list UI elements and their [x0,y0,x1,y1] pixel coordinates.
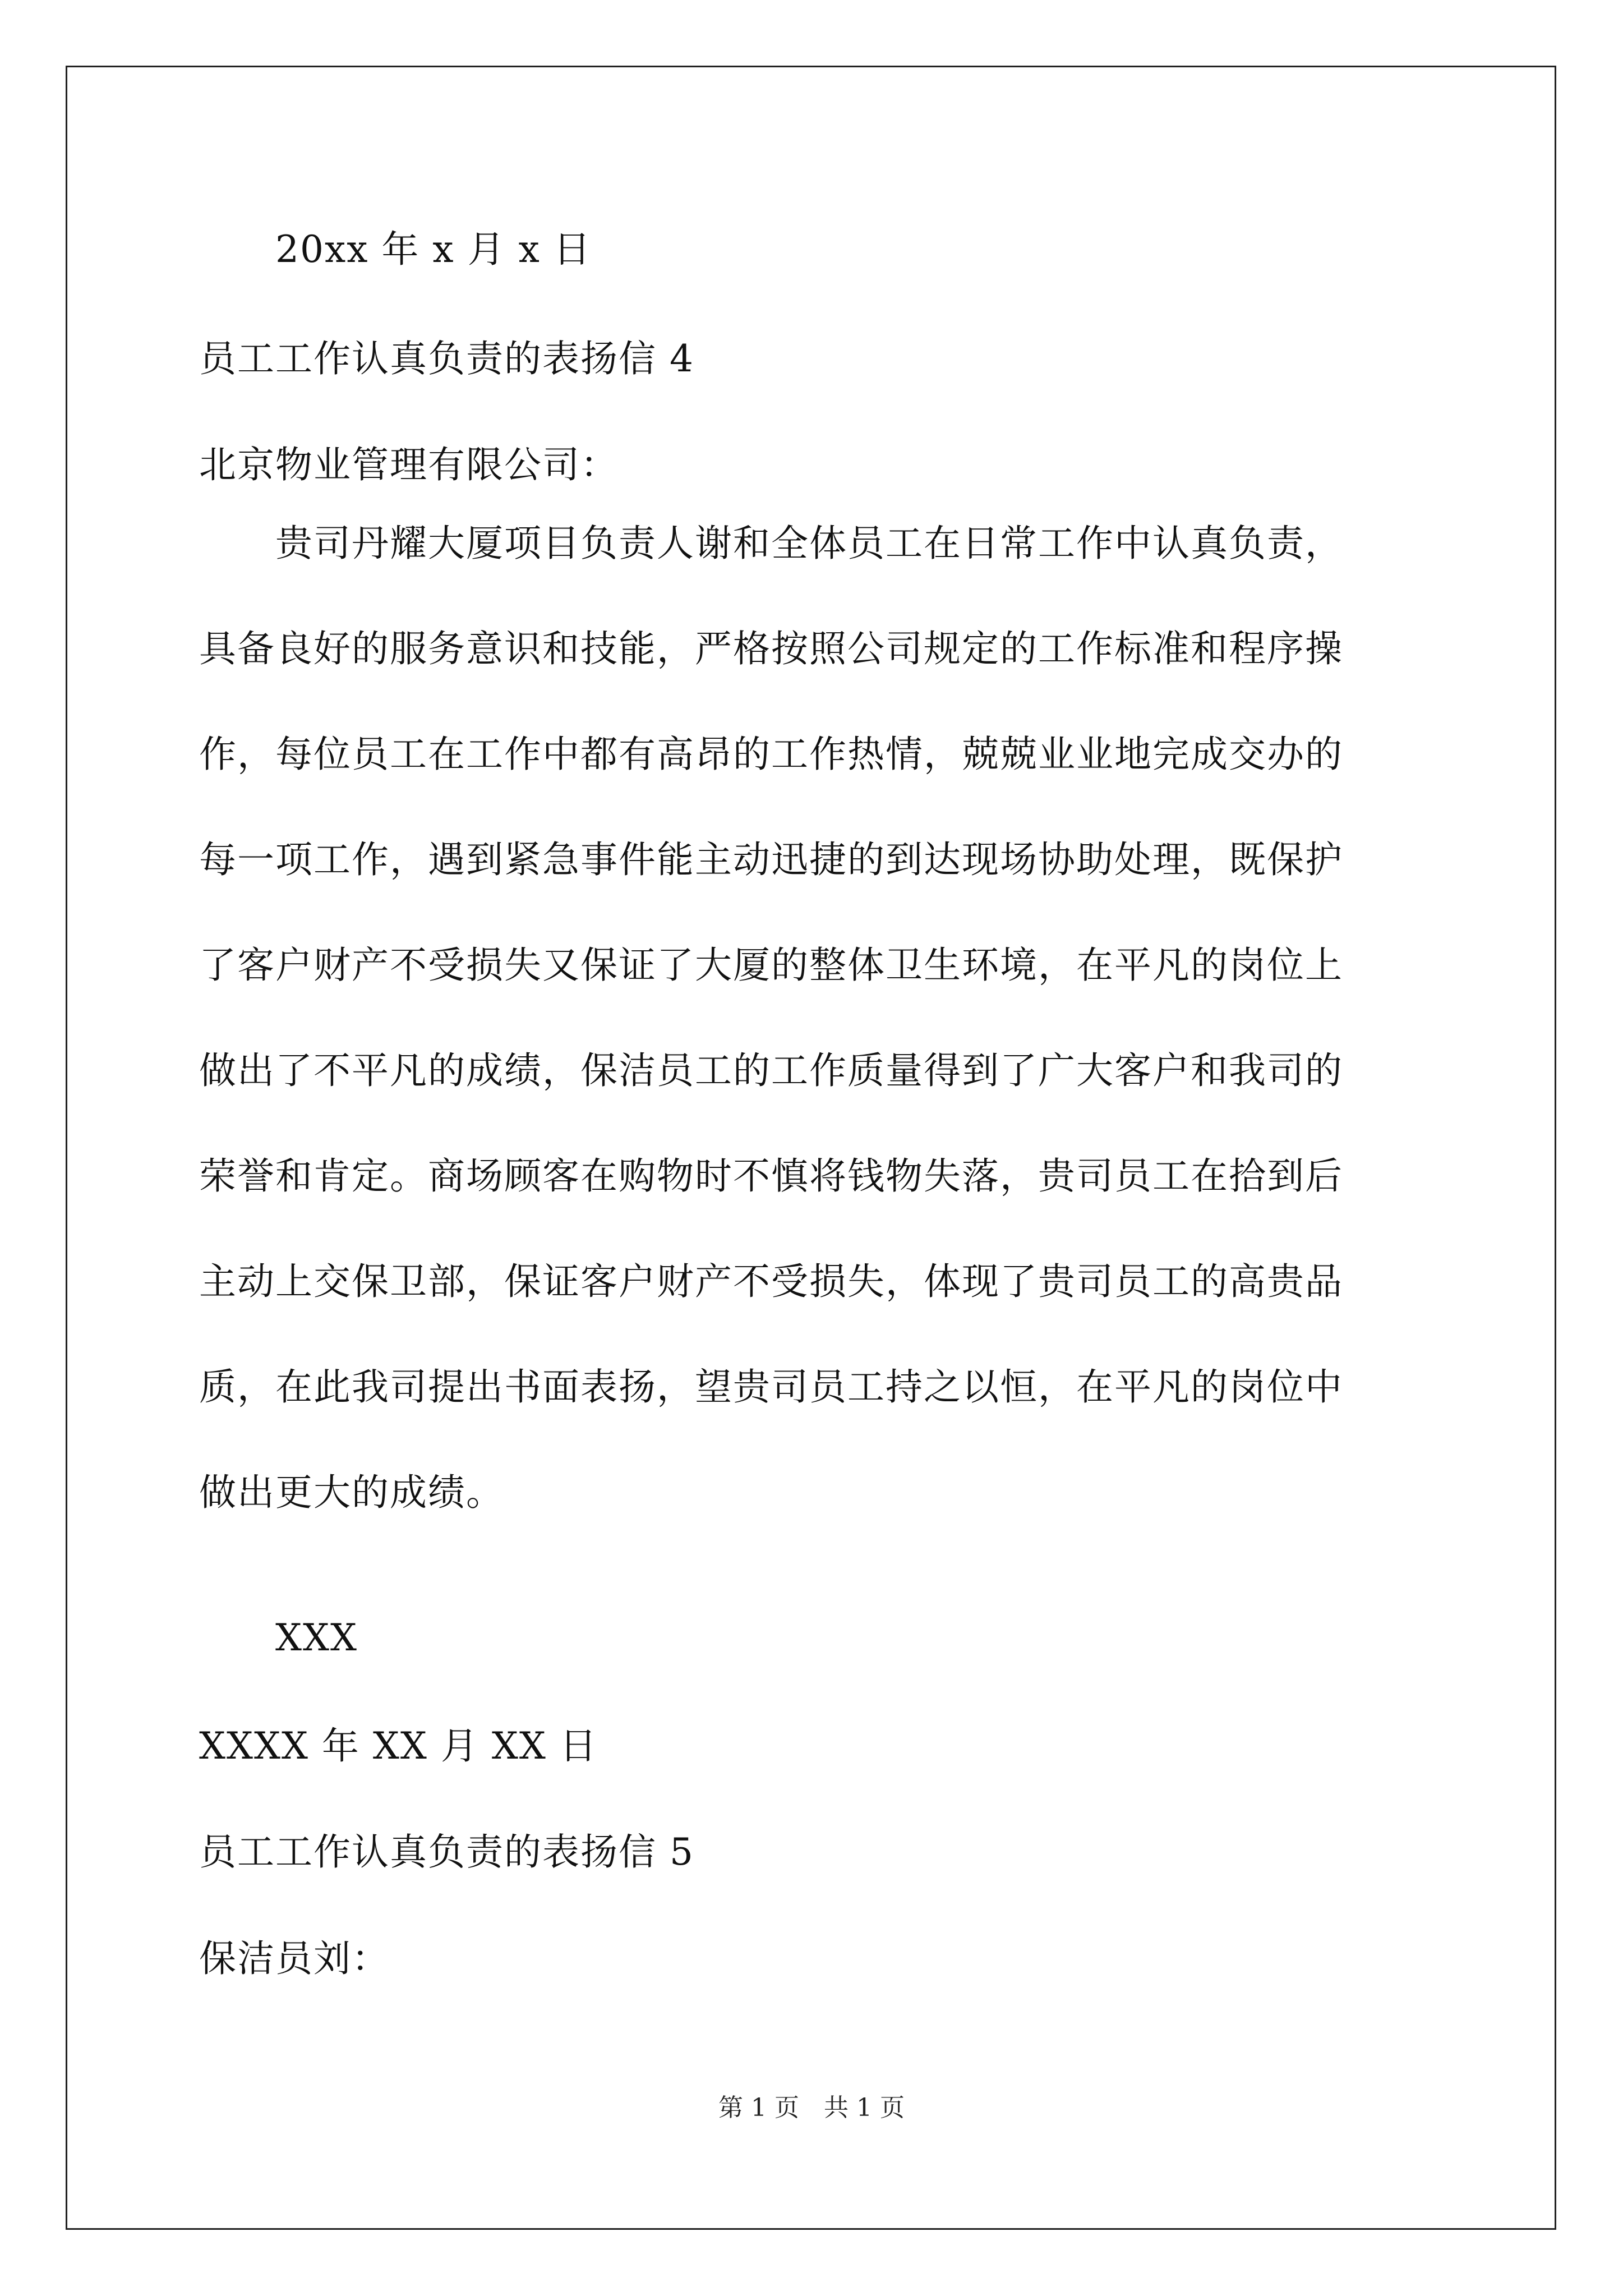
body-line: 具备良好的服务意识和技能，严格按照公司规定的工作标准和程序操 [199,627,1343,670]
body-line: 荣誉和肯定。商场顾客在购物时不慎将钱物失落，贵司员工在拾到后 [199,1154,1343,1198]
letter-title-4: 员工工作认真负责的表扬信 4 [199,337,694,380]
body-line: 贵司丹耀大厦项目负责人谢和全体员工在日常工作中认真负责， [275,522,1343,565]
body-line: 质，在此我司提出书面表扬，望贵司员工持之以恒，在平凡的岗位中 [199,1365,1343,1409]
body-line: 作，每位员工在工作中都有高昂的工作热情，兢兢业业地完成交办的 [199,733,1343,776]
letter-title-5: 员工工作认真负责的表扬信 5 [199,1830,694,1874]
salutation-5: 保洁员刘： [199,1937,390,1980]
body-line: 主动上交保卫部，保证客户财产不受损失，体现了贵司员工的高贵品 [199,1260,1343,1303]
signature: XXX [275,1616,358,1659]
body-line: 做出更大的成绩。 [199,1471,504,1514]
date-line: 20xx 年 x 月 x 日 [275,228,592,271]
page-footer: 第 1 页 共 1 页 [718,2093,905,2122]
salutation-4: 北京物业管理有限公司： [199,443,619,486]
body-line: 了客户财产不受损失又保证了大厦的整体卫生环境，在平凡的岗位上 [199,944,1343,987]
body-line: 每一项工作，遇到紧急事件能主动迅捷的到达现场协助处理，既保护 [199,838,1343,881]
letter-body-paragraph [199,491,1427,1545]
signature-date: XXXX 年 XX 月 XX 日 [199,1724,598,1768]
body-line: 做出了不平凡的成绩，保洁员工的工作质量得到了广大客户和我司的 [199,1049,1343,1092]
